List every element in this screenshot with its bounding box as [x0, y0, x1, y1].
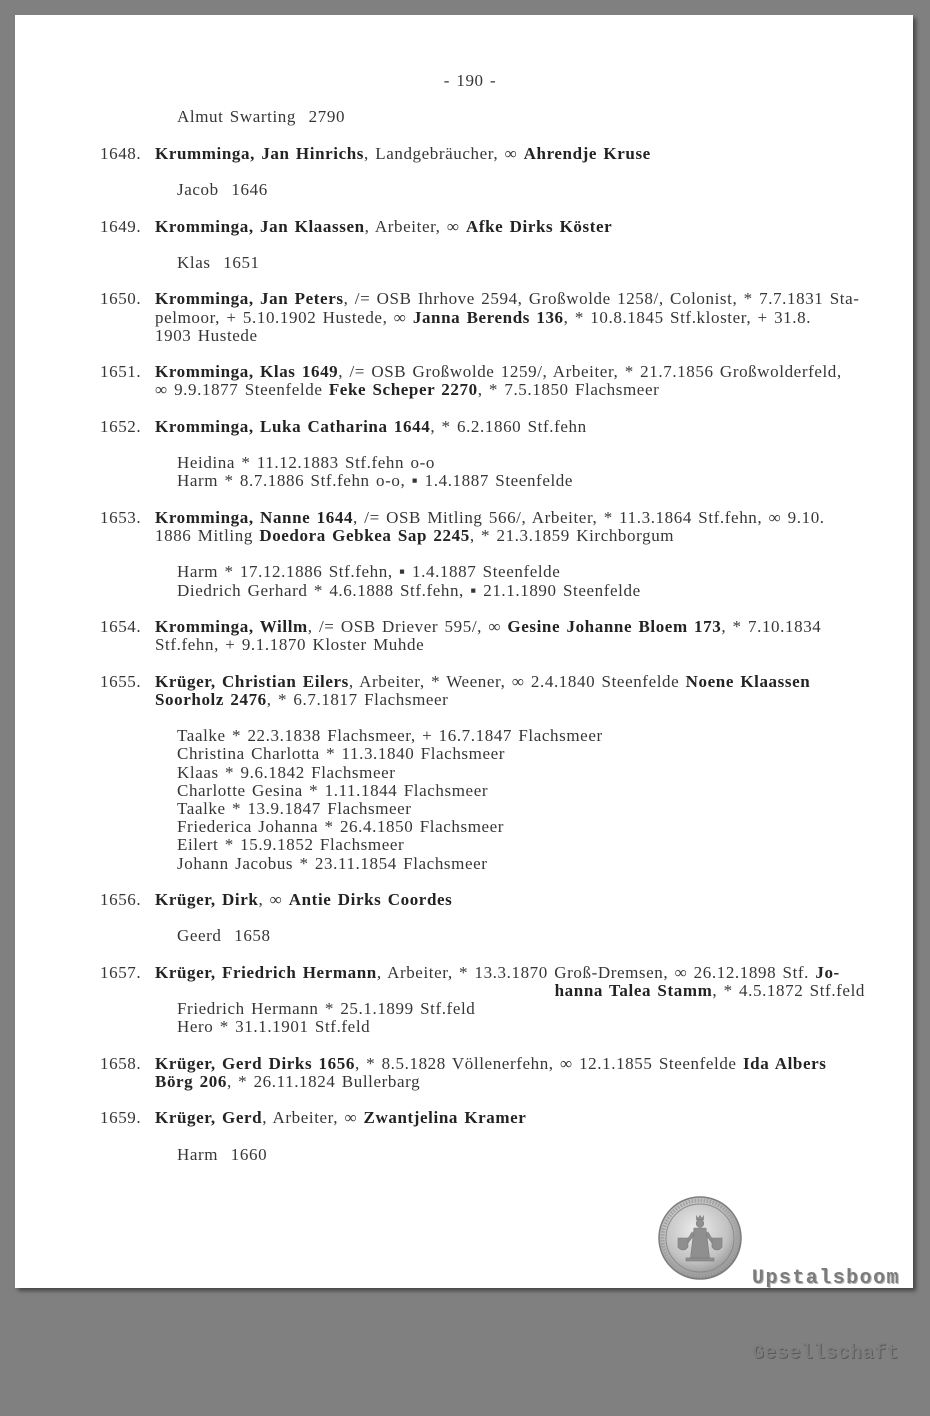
entry-line [155, 964, 865, 982]
entry-number: 1658. [100, 1053, 142, 1073]
child-entry: Eilert * 15.9.1852 Flachsmeer [177, 835, 405, 855]
entry-detail: , * 4.5.1872 Stf.feld [712, 980, 865, 1000]
child-entry: Harm 1660 [177, 1144, 268, 1164]
entry-text [155, 290, 865, 345]
entry-number: 1656. [100, 889, 142, 909]
child-entry: Klaas * 9.6.1842 Flachsmeer [177, 762, 396, 782]
child-entry: Friederica Johanna * 26.4.1850 Flachsmeer [177, 817, 505, 837]
entry-number: 1654. [100, 616, 142, 636]
entry-list [100, 108, 880, 1182]
children-list [177, 1146, 880, 1164]
person-name: Krüger, Gerd [155, 1108, 263, 1128]
entry-detail: , /= OSB Driever 595/, ∞ [307, 616, 508, 636]
entry-1652 [100, 418, 880, 491]
entry-1653 [100, 509, 880, 600]
person-name: Krüger, Friedrich Hermann [155, 962, 377, 982]
entry-text [155, 964, 865, 1000]
entry-detail: , * 26.11.1824 Bullerbarg [226, 1071, 421, 1091]
entry-detail: , ∞ [258, 889, 289, 909]
person-name: Afke Dirks Köster [465, 216, 613, 236]
entry-detail: , /= OSB Mitling 566/, Arbeiter, * 11.3.1864 Stf.fehn, ∞ 9.10. [353, 507, 825, 527]
entry-detail: , Arbeiter, ∞ [262, 1108, 364, 1128]
entry-detail: , Arbeiter, * Weener, ∞ 2.4.1840 Steenfelde [348, 671, 686, 691]
entry-heading [100, 673, 880, 709]
entry-line [155, 982, 865, 1000]
child-entry: Friedrich Hermann * 25.1.1899 Stf.feld [177, 999, 476, 1019]
person-name: Ida Albers [742, 1053, 827, 1073]
person-name: Soorholz 2476 [155, 689, 267, 709]
entry-1650 [100, 290, 880, 345]
child-entry: Hero * 31.1.1901 Stf.feld [177, 1017, 371, 1037]
person-name: Doedora Gebkea Sap 2245 [259, 525, 470, 545]
person-name: Kromminga, Klas 1649 [155, 362, 339, 382]
person-name: Antie Dirks Coordes [288, 889, 453, 909]
entry-heading [100, 418, 880, 436]
person-name: Noene Klaassen [685, 671, 811, 691]
entry-1649 [100, 218, 880, 273]
person-name: Krüger, Dirk [155, 889, 259, 909]
entry-detail: , * 6.2.1860 Stf.fehn [430, 416, 587, 436]
entry-detail: , * 21.3.1859 Kirchborgum [469, 525, 675, 545]
child-entry: Johann Jacobus * 23.11.1854 Flachsmeer [177, 853, 488, 873]
person-name: Zwantjelina Kramer [363, 1108, 527, 1128]
entry-1656 [100, 891, 880, 946]
child-entry: Heidina * 11.12.1883 Stf.fehn o-o [177, 453, 435, 473]
entry-line [155, 218, 865, 236]
person-name: Krüger, Christian Eilers [155, 671, 349, 691]
person-name: Ahrendje Kruse [523, 143, 651, 163]
entry-text [155, 145, 865, 163]
children-list [177, 727, 880, 873]
entry-text [155, 218, 865, 236]
entry-text [155, 618, 865, 654]
entry-detail: , * 7.10.1834 [721, 616, 822, 636]
page-number: - 190 - [443, 71, 497, 90]
entry-line [155, 381, 865, 399]
entry-heading [100, 1055, 880, 1091]
entry-line [155, 1055, 865, 1073]
child-entry: Harm * 17.12.1886 Stf.fehn, ▪ 1.4.1887 Steenfelde [177, 562, 561, 582]
children-list [177, 563, 880, 599]
entry-line [155, 290, 865, 308]
child-entry: Diedrich Gerhard * 4.6.1888 Stf.fehn, ▪ 21.1.1890 Steenfelde [177, 580, 641, 600]
entry-1658 [100, 1055, 880, 1091]
child-entry: Charlotte Gesina * 1.11.1844 Flachsmeer [177, 780, 489, 800]
entry-line [155, 636, 865, 654]
logo-line-upstalsboom: Upstalsboom [752, 1266, 900, 1290]
children-list [177, 181, 880, 199]
person-name: Kromminga, Luka Catharina 1644 [155, 416, 431, 436]
entry-detail: , /= OSB Großwolde 1259/, Arbeiter, * 21.7.1856 Großwolderfeld, [338, 362, 842, 382]
entry-heading [100, 618, 880, 654]
person-name: Jo- [815, 962, 840, 982]
entry-heading [100, 363, 880, 399]
entry-1657 [100, 964, 880, 1037]
entry-line [155, 145, 865, 163]
entry-text [155, 1109, 865, 1127]
entry-heading [100, 509, 880, 545]
entry-line [155, 418, 865, 436]
entry-text [155, 418, 865, 436]
entry-number: 1650. [100, 289, 142, 309]
entry-number: 1652. [100, 416, 142, 436]
person-name: Kromminga, Willm [155, 616, 308, 636]
entry-line [155, 527, 865, 545]
entry-number: 1651. [100, 362, 142, 382]
entry-heading [100, 290, 880, 345]
entry-line [155, 618, 865, 636]
children-list [177, 927, 880, 945]
entry-detail: 1903 Hustede [155, 325, 258, 345]
entry-text [155, 1055, 865, 1091]
entry-heading [100, 1109, 880, 1127]
entry-detail: , * 6.7.1817 Flachsmeer [266, 689, 449, 709]
entry-detail: , /= OSB Ihrhove 2594, Großwolde 1258/, Colonist, * 7.7.1831 Sta- [343, 289, 860, 309]
entry-detail: , Landgebräucher, ∞ [364, 143, 524, 163]
child-entry: Taalke * 22.3.1838 Flachsmeer, + 16.7.1847 Flachsmeer [177, 726, 603, 746]
person-name: Janna Berends 136 [412, 307, 564, 327]
entry-line [155, 327, 865, 345]
society-logo-text [752, 1216, 900, 1416]
document-page [15, 15, 913, 1365]
entry-line [155, 1109, 865, 1127]
entry-1651 [100, 363, 880, 399]
seal-emblem [658, 1196, 742, 1280]
entry-1648 [100, 145, 880, 200]
entry-detail: Stf.fehn, + 9.1.1870 Kloster Muhde [155, 635, 425, 655]
entry-line [155, 673, 865, 691]
child-entry: Jacob 1646 [177, 180, 268, 200]
entry-line [155, 363, 865, 381]
entry-number: 1648. [100, 143, 142, 163]
entry-heading [100, 891, 880, 909]
entry-heading [100, 218, 880, 236]
entry-detail: , * 8.5.1828 Völlenerfehn, ∞ 12.1.1855 Steenfelde [354, 1053, 743, 1073]
child-entry: Harm * 8.7.1886 Stf.fehn o-o, ▪ 1.4.1887 Steenfelde [177, 471, 574, 491]
person-name: Feke Scheper 2270 [328, 380, 478, 400]
entry-text [155, 673, 865, 709]
child-entry: Klas 1651 [177, 252, 260, 272]
entry-detail: pelmoor, + 5.10.1902 Hustede, ∞ [155, 307, 413, 327]
entry-text [155, 363, 865, 399]
child-entry: Geerd 1658 [177, 926, 271, 946]
child-entry: Taalke * 13.9.1847 Flachsmeer [177, 798, 412, 818]
entry-line [155, 509, 865, 527]
entry-line [155, 891, 865, 909]
entry-number: 1657. [100, 962, 142, 982]
entry-detail: , Arbeiter, ∞ [364, 216, 466, 236]
logo-line-gesellschaft: Gesellschaft [752, 1341, 899, 1365]
children-list [177, 1000, 880, 1036]
person-name: Krumminga, Jan Hinrichs [155, 143, 365, 163]
entry-detail: , * 10.8.1845 Stf.kloster, + 31.8. [563, 307, 812, 327]
person-name: Kromminga, Jan Klaassen [155, 216, 365, 236]
person-name: Gesine Johanne Bloem 173 [507, 616, 722, 636]
entry-number: 1655. [100, 671, 142, 691]
entry-number: 1649. [100, 216, 142, 236]
person-name: Kromminga, Nanne 1644 [155, 507, 354, 527]
carried-over-child-line: Almut Swarting 2790 [177, 107, 346, 127]
entry-detail: 1886 Mitling [155, 525, 260, 545]
person-name: Krüger, Gerd Dirks 1656 [155, 1053, 355, 1073]
entry-detail: , * 7.5.1850 Flachsmeer [477, 380, 660, 400]
entry-number: 1659. [100, 1108, 142, 1128]
person-name: hanna Talea Stamm [554, 980, 713, 1000]
entry-heading [100, 145, 880, 163]
entry-1654 [100, 618, 880, 654]
entry-detail: , Arbeiter, * 13.3.1870 Groß-Dremsen, ∞ 26.12.1898 Stf. [376, 962, 816, 982]
entry-text [155, 509, 865, 545]
child-entry: Christina Charlotta * 11.3.1840 Flachsmeer [177, 744, 506, 764]
entry-text [155, 891, 865, 909]
person-name: Kromminga, Jan Peters [155, 289, 344, 309]
entry-heading [100, 964, 880, 1000]
children-list [177, 254, 880, 272]
entry-1659 [100, 1109, 880, 1164]
entry-detail: ∞ 9.9.1877 Steenfelde [155, 380, 329, 400]
person-name: Börg 206 [155, 1071, 227, 1091]
entry-line [155, 309, 865, 327]
entry-line [155, 1073, 865, 1091]
entry-line [155, 691, 865, 709]
entry-1655 [100, 673, 880, 873]
children-list [177, 454, 880, 490]
entry-number: 1653. [100, 507, 142, 527]
